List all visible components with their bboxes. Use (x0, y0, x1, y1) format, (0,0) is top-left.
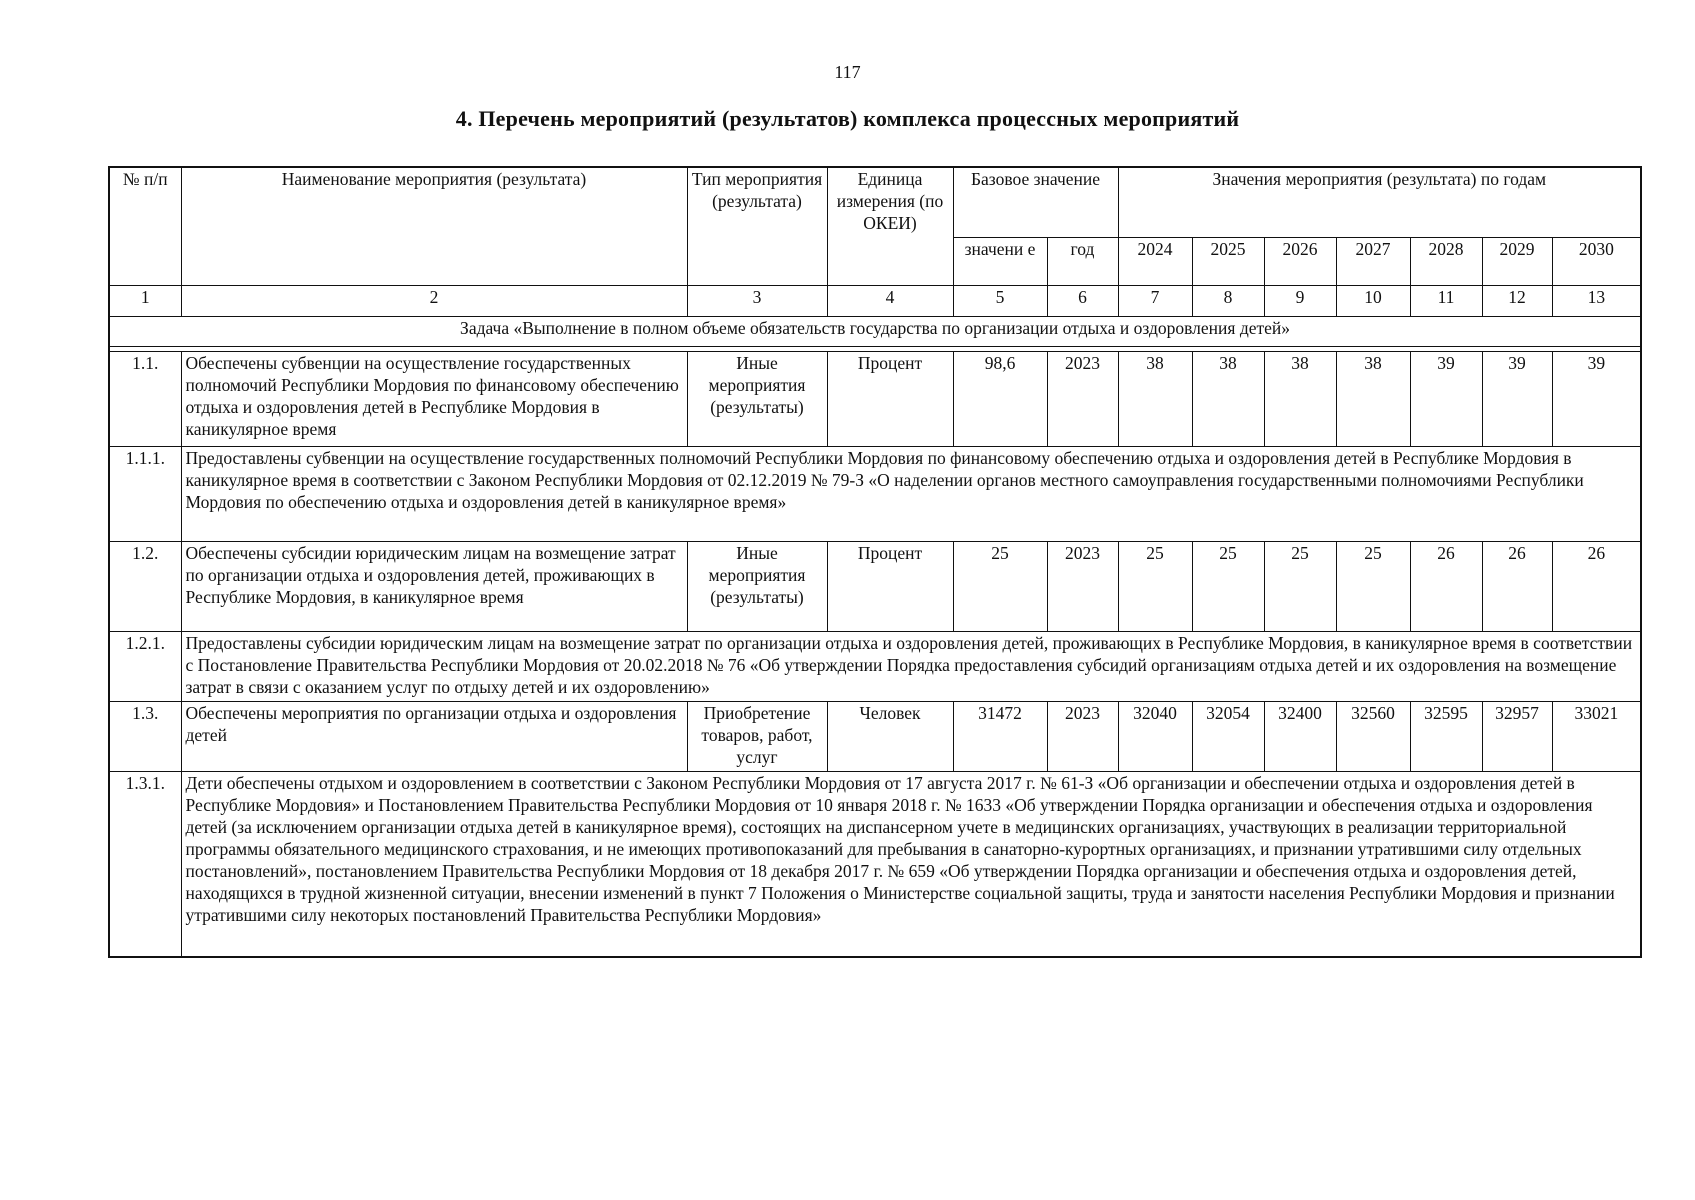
row-value: 39 (1410, 351, 1482, 446)
row-value: 25 (1192, 541, 1264, 631)
task-row (109, 316, 1641, 346)
header-base-year: год (1047, 237, 1118, 285)
column-number: 2 (181, 285, 687, 316)
task-text: Задача «Выполнение в полном объеме обязательств государства по организации отдыха и оздоровления детей» (109, 316, 1641, 346)
header-values-by-year: Значения мероприятия (результата) по годам (1118, 167, 1641, 237)
column-number: 6 (1047, 285, 1118, 316)
row-type: Приобретение товаров, работ, услуг (687, 701, 827, 771)
header-year: 2024 (1118, 237, 1192, 285)
row-name: Обеспечены мероприятия по организации отдыха и оздоровления детей (181, 701, 687, 771)
column-number: 4 (827, 285, 953, 316)
row-value: 26 (1552, 541, 1641, 631)
header-base: Базовое значение (953, 167, 1118, 237)
document-title: 4. Перечень мероприятий (результатов) комплекса процессных мероприятий (455, 106, 1240, 131)
header-base-value: значени е (953, 237, 1047, 285)
row-base-year: 2023 (1047, 541, 1118, 631)
row-value: 32560 (1336, 701, 1410, 771)
column-number: 13 (1552, 285, 1641, 316)
table-row (109, 701, 1641, 771)
row-name: Обеспечены субвенции на осуществление государственных полномочий Республики Мордовия по финансовому обеспечению отдыха и оздоровления детей в Республике Мордовия в каникулярное время (181, 351, 687, 446)
row-value: 38 (1264, 351, 1336, 446)
header-year: 2027 (1336, 237, 1410, 285)
row-value: 32957 (1482, 701, 1552, 771)
header-num: № п/п (109, 167, 181, 285)
row-value: 33021 (1552, 701, 1641, 771)
row-value: 39 (1482, 351, 1552, 446)
column-number-row (109, 285, 1641, 316)
row-value: 26 (1410, 541, 1482, 631)
row-num: 1.3.1. (109, 771, 181, 957)
column-number: 9 (1264, 285, 1336, 316)
row-value: 25 (1336, 541, 1410, 631)
table-row (109, 631, 1641, 701)
row-name: Обеспечены субсидии юридическим лицам на возмещение затрат по организации отдыха и оздоровления детей, проживающих в Республике Мордовия, в каникулярное время (181, 541, 687, 631)
row-description: Предоставлены субсидии юридическим лицам на возмещение затрат по организации отдыха и оздоровления детей, проживающих в Республике Мордовия, в каникулярное время в соответствии с Постановление Правительства Республики Мордовия от 20.02.2018 № 76 «Об утверждении Порядка предоставления субсидий организациям отдыха детей и их оздоровления на возмещение затрат в связи с оказанием услуг по отдыху детей и их оздоровлению» (181, 631, 1641, 701)
row-value: 38 (1192, 351, 1264, 446)
row-num: 1.2. (109, 541, 181, 631)
row-value: 25 (1264, 541, 1336, 631)
row-value: 32040 (1118, 701, 1192, 771)
row-num: 1.1. (109, 351, 181, 446)
row-base-year: 2023 (1047, 351, 1118, 446)
row-value: 32054 (1192, 701, 1264, 771)
row-num: 1.1.1. (109, 446, 181, 541)
row-type: Иные мероприятия (результаты) (687, 351, 827, 446)
row-value: 39 (1552, 351, 1641, 446)
header-year: 2025 (1192, 237, 1264, 285)
row-base-value: 25 (953, 541, 1047, 631)
row-num: 1.3. (109, 701, 181, 771)
row-description: Дети обеспечены отдыхом и оздоровлением в соответствии с Законом Республики Мордовия от 17 августа 2017 г. № 61-З «Об организации и обеспечении отдыха и оздоровления детей в Республике Мордовия» и Постановлением Правительства Республики Мордовия от 10 января 2018 г. № 1633 «Об утверждении Порядка организации и обеспечения отдыха и оздоровления детей (за исключением организации отдыха детей в каникулярное время), состоящих на диспансерном учете в медицинских организациях, участвующих в реализации территориальной программы обязательного медицинского страхования, и не имеющих противопоказаний для пребывания в санаторно-курортных организациях, и признании утратившими силу отдельных постановлений», постановлением Правительства Республики Мордовия от 18 декабря 2017 г. № 659 «Об утверждении Порядка организации и обеспечения отдыха и оздоровления детей, находящихся в трудной жизненной ситуации, внесении изменений в пункт 7 Положения о Министерстве социальной защиты, труда и занятости населения Республики Мордовия и признании утратившими силу некоторых постановлений Правительства Республики Мордовия» (181, 771, 1641, 957)
page-number: 117 (834, 62, 861, 82)
row-description: Предоставлены субвенции на осуществление государственных полномочий Республики Мордовия по финансовому обеспечению отдыха и оздоровления детей в Республике Мордовия в каникулярное время в соответствии с Законом Республики Мордовия от 02.12.2019 № 79-З «О наделении органов местного самоуправления государственными полномочиями Республики Мордовия по обеспечению отдыха и оздоровления детей в каникулярное время» (181, 446, 1641, 541)
header-unit: Единица измерения (по ОКЕИ) (827, 167, 953, 285)
header-year: 2029 (1482, 237, 1552, 285)
row-value: 25 (1118, 541, 1192, 631)
row-value: 32400 (1264, 701, 1336, 771)
row-type: Иные мероприятия (результаты) (687, 541, 827, 631)
column-number: 11 (1410, 285, 1482, 316)
column-number: 7 (1118, 285, 1192, 316)
row-value: 38 (1336, 351, 1410, 446)
row-value: 32595 (1410, 701, 1482, 771)
header-row (109, 167, 1641, 237)
row-unit: Процент (827, 541, 953, 631)
column-number: 8 (1192, 285, 1264, 316)
table-row (109, 541, 1641, 631)
header-year: 2026 (1264, 237, 1336, 285)
column-number: 10 (1336, 285, 1410, 316)
row-unit: Процент (827, 351, 953, 446)
row-base-value: 31472 (953, 701, 1047, 771)
row-value: 38 (1118, 351, 1192, 446)
header-year: 2030 (1552, 237, 1641, 285)
column-number: 12 (1482, 285, 1552, 316)
table-row (109, 446, 1641, 541)
column-number: 5 (953, 285, 1047, 316)
column-number: 3 (687, 285, 827, 316)
row-base-year: 2023 (1047, 701, 1118, 771)
table-row (109, 351, 1641, 446)
row-unit: Человек (827, 701, 953, 771)
header-type: Тип мероприятия (результата) (687, 167, 827, 285)
row-value: 26 (1482, 541, 1552, 631)
column-number: 1 (109, 285, 181, 316)
header-year: 2028 (1410, 237, 1482, 285)
header-name: Наименование мероприятия (результата) (181, 167, 687, 285)
measures-table (108, 166, 1642, 958)
row-base-value: 98,6 (953, 351, 1047, 446)
table-row (109, 771, 1641, 957)
row-num: 1.2.1. (109, 631, 181, 701)
